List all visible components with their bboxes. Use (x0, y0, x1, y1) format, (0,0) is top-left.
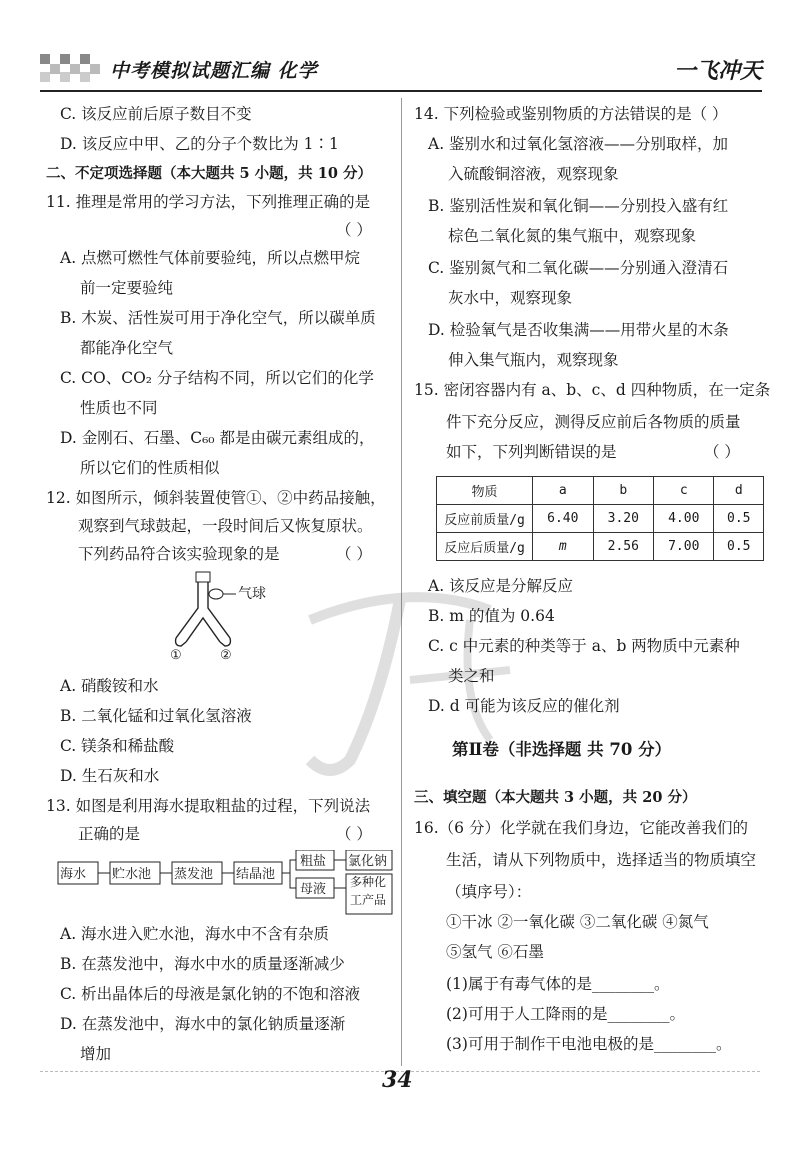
table-header-cell: b (593, 477, 653, 505)
q12-stem-1: 12. 如图所示，倾斜装置使管①、②中药品接触， (46, 489, 386, 507)
q12-answer-paren: （ ） (336, 545, 372, 563)
table-cell: 7.00 (654, 533, 714, 561)
q14-option-d-cont: 伸入集气瓶内，观察现象 (448, 351, 619, 369)
q11-answer-paren: （ ） (336, 221, 372, 239)
table-header-cell: d (714, 477, 764, 505)
table-header-cell: 物质 (437, 477, 533, 505)
flow-chemicals-1: 多种化 (350, 875, 387, 889)
table-cell: 3.20 (593, 505, 653, 533)
q13-stem-1: 13. 如图是利用海水提取粗盐的过程，下列说法 (46, 797, 371, 815)
q11-option-c: C. CO、CO₂ 分子结构不同，所以它们的化学 (60, 369, 374, 387)
q13-option-d-cont: 增加 (80, 1045, 112, 1063)
q12-stem-2: 观察到气球鼓起，一段时间后又恢复原状。 (78, 517, 373, 535)
q16-part-3: (3)可用于制作干电池电极的是________。 (446, 1035, 732, 1053)
section-2-heading: 二、不定项选择题（本大题共 5 小题，共 10 分） (46, 165, 372, 182)
q14-option-b: B. 鉴别活性炭和氧化铜——分别投入盛有红 (428, 197, 729, 215)
q13-option-b: B. 在蒸发池中，海水中水的质量逐渐减少 (60, 955, 345, 973)
q14-option-c: C. 鉴别氮气和二氧化碳——分别通入澄清石 (428, 259, 729, 277)
table-cell: 0.5 (714, 505, 764, 533)
q15-option-d: D. d 可能为该反应的催化剂 (428, 697, 620, 715)
q12-option-c: C. 镁条和稀盐酸 (60, 737, 175, 755)
q15-option-b: B. m 的值为 0.64 (428, 607, 555, 625)
q15-stem-1: 15. 密闭容器内有 a、b、c、d 四种物质，在一定条 (414, 381, 771, 399)
prev-option-d: D. 该反应中甲、乙的分子个数比为 1∶1 (60, 135, 339, 153)
q14-option-b-cont: 棕色二氧化氮的集气瓶中，观察现象 (448, 227, 697, 245)
table-cell: 反应后质量/g (437, 533, 533, 561)
tube-1-label: ① (170, 648, 182, 663)
q13-flow-diagram (56, 850, 396, 918)
flow-chemicals-2: 工产品 (350, 893, 387, 907)
header-brand: 一飞冲天 (673, 59, 762, 84)
q15-option-a: A. 该反应是分解反应 (428, 577, 574, 595)
table-cell: 6.40 (533, 505, 593, 533)
q15-answer-paren: （ ） (704, 443, 740, 461)
q12-option-d: D. 生石灰和水 (60, 767, 160, 785)
q16-part-2: (2)可用于人工降雨的是________。 (446, 1005, 685, 1023)
q11-option-a: A. 点燃可燃性气体前要验纯，所以点燃甲烷 (60, 249, 361, 267)
q15-stem-2: 件下充分反应，测得反应前后各物质的质量 (446, 413, 741, 431)
header-title: 中考模拟试题汇编 化学 (110, 60, 318, 82)
q16-part-1: (1)属于有毒气体的是________。 (446, 975, 670, 993)
section-3-heading: 三、填空题（本大题共 3 小题，共 20 分） (414, 789, 697, 806)
q11-option-a-cont: 前一定要验纯 (80, 279, 174, 297)
q13-answer-paren: （ ） (336, 825, 372, 843)
flow-storage-pond: 贮水池 (112, 867, 152, 882)
q12-stem-3: 下列药品符合该实验现象的是 (78, 545, 280, 563)
q15-option-c-cont: 类之和 (448, 667, 495, 685)
page-header (40, 48, 762, 98)
part-2-heading: 第Ⅱ卷（非选择题 共 70 分） (452, 740, 672, 759)
table-cell: 4.00 (654, 505, 714, 533)
q15-option-c: C. c 中元素的种类等于 a、b 两物质中元素种 (428, 637, 740, 655)
table-header-cell: a (533, 477, 593, 505)
q15-mass-table (436, 476, 764, 561)
q13-option-c: C. 析出晶体后的母液是氯化钠的不饱和溶液 (60, 985, 361, 1003)
q11-option-c-cont: 性质也不同 (80, 399, 158, 417)
q16-stem-1: 16.（6 分）化学就在我们身边，它能改善我们的 (414, 819, 748, 837)
table-cell: 0.5 (714, 533, 764, 561)
table-cell: 反应前质量/g (437, 505, 533, 533)
table-header-row (437, 477, 764, 505)
header-checker-decoration (40, 54, 110, 82)
q15-stem-3: 如下，下列判断错误的是 (446, 443, 617, 461)
flow-seawater: 海水 (60, 867, 87, 882)
q14-option-c-cont: 灰水中，观察现象 (448, 289, 573, 307)
table-cell: 2.56 (593, 533, 653, 561)
flow-evaporation-pond: 蒸发池 (174, 867, 214, 882)
flow-sodium-chloride: 氯化钠 (348, 854, 388, 869)
q11-option-d-cont: 所以它们的性质相似 (80, 459, 220, 477)
q16-options-2: ⑤氢气 ⑥石墨 (446, 943, 544, 961)
q11-stem: 11. 推理是常用的学习方法，下列推理正确的是 (46, 193, 371, 211)
header-rule (40, 90, 762, 92)
q16-options-1: ①干冰 ②一氧化碳 ③二氧化碳 ④氮气 (446, 913, 709, 931)
balloon-label: 气球 (238, 586, 266, 602)
q11-option-b-cont: 都能净化空气 (80, 339, 174, 357)
page-number: 34 (382, 1067, 413, 1093)
q13-stem-2: 正确的是 (78, 825, 141, 843)
flow-crude-salt: 粗盐 (300, 854, 327, 869)
tube-2-label: ② (220, 648, 232, 663)
prev-option-c: C. 该反应前后原子数目不变 (60, 105, 252, 123)
q14-option-d: D. 检验氧气是否收集满——用带火星的木条 (428, 321, 729, 339)
q13-option-a: A. 海水进入贮水池，海水中不含有杂质 (60, 925, 330, 943)
q16-stem-3: （填序号）： (446, 883, 532, 901)
q14-option-a: A. 鉴别水和过氧化氢溶液——分别取样，加 (428, 135, 729, 153)
table-row (437, 533, 764, 561)
flow-crystallization-pond: 结晶池 (236, 867, 276, 882)
q11-option-d: D. 金刚石、石墨、C₆₀ 都是由碳元素组成的， (60, 429, 375, 447)
table-header-cell: c (654, 477, 714, 505)
q12-option-b: B. 二氧化锰和过氧化氢溶液 (60, 707, 252, 725)
flow-mother-liquor: 母液 (300, 882, 327, 897)
q14-option-a-cont: 入硫酸铜溶液，观察现象 (448, 165, 619, 183)
q16-stem-2: 生活，请从下列物质中，选择适当的物质填空 (446, 851, 757, 869)
table-row (437, 505, 764, 533)
q11-option-b: B. 木炭、活性炭可用于净化空气，所以碳单质 (60, 309, 376, 327)
q14-stem: 14. 下列检验或鉴别物质的方法错误的是（ ） (414, 105, 728, 123)
q12-option-a: A. 硝酸铵和水 (60, 677, 159, 695)
table-cell: m (533, 533, 593, 561)
q13-option-d: D. 在蒸发池中，海水中的氯化钠质量逐渐 (60, 1015, 346, 1033)
